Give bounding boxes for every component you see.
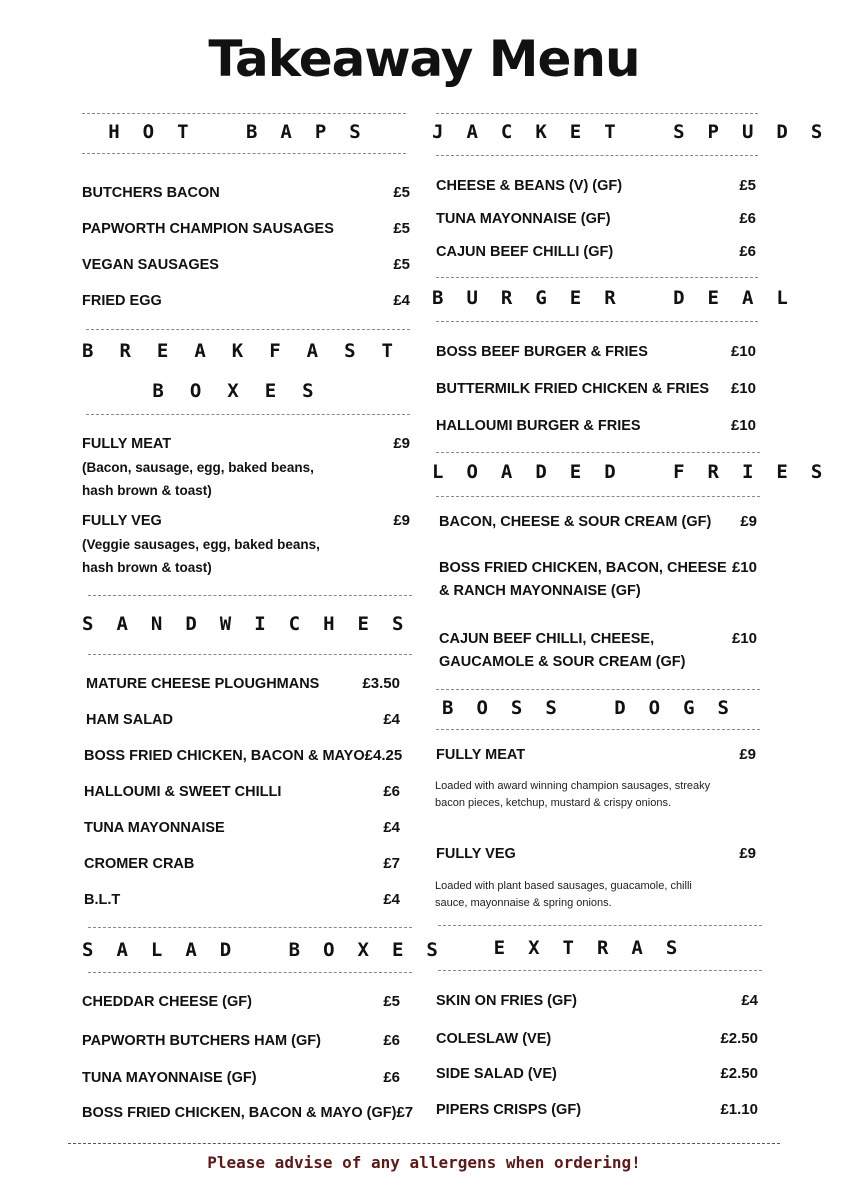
menu-item: FRIED EGG £4 — [82, 292, 410, 309]
section-title-loaded-fries: LOADED FRIES — [432, 461, 846, 483]
menu-item: FULLY MEAT £9 — [82, 435, 410, 452]
menu-item: BOSS FRIED CHICKEN, BACON & MAYO £4.25 — [84, 747, 403, 764]
menu-item: CAJUN BEEF CHILLI, CHEESE, GAUCAMOLE & SOUR CREAM (GF) £10 — [439, 630, 757, 670]
item-description: Loaded with plant based sausages, guacamole, chilli sauce, mayonnaise & spring onions. — [435, 880, 692, 909]
allergen-notice: Please advise of any allergens when ordering! — [207, 1153, 641, 1172]
menu-item: COLESLAW (VE) £2.50 — [436, 1030, 758, 1047]
section-title-jacket-spuds: JACKET SPUDS — [432, 121, 846, 143]
item-description: (Veggie sausages, egg, baked beans, hash brown & toast) — [82, 537, 320, 575]
divider — [82, 153, 406, 154]
footer-divider — [68, 1143, 780, 1144]
menu-item: B.L.T £4 — [84, 891, 400, 908]
item-description: (Bacon, sausage, egg, baked beans, hash brown & toast) — [82, 460, 314, 498]
divider — [436, 729, 760, 730]
section-title-hot-baps: HOT BAPS — [108, 121, 384, 143]
menu-item: HALLOUMI & SWEET CHILLI £6 — [84, 783, 400, 800]
menu-item: TUNA MAYONNAISE (GF) £6 — [82, 1069, 400, 1086]
section-title-boxes: BOXES — [152, 380, 340, 402]
menu-item: TUNA MAYONNAISE £4 — [84, 819, 400, 836]
divider — [436, 689, 760, 690]
divider — [88, 927, 412, 928]
item-description: Loaded with award winning champion sausages, streaky bacon pieces, ketchup, mustard & crispy onions. — [435, 780, 711, 809]
divider — [436, 321, 758, 322]
section-title-burger-deal: BURGER DEAL — [432, 287, 811, 309]
divider — [436, 452, 760, 453]
section-title-boss-dogs: BOSS DOGS — [442, 697, 752, 719]
divider — [88, 595, 412, 596]
menu-item: SIDE SALAD (VE) £2.50 — [436, 1065, 758, 1082]
divider — [438, 970, 762, 971]
menu-item: BOSS BEEF BURGER & FRIES £10 — [436, 343, 756, 360]
section-title-breakfast: BREAKFAST — [82, 340, 419, 362]
menu-item: FULLY VEG £9 — [436, 845, 756, 862]
menu-item: SKIN ON FRIES (GF) £4 — [436, 992, 758, 1009]
menu-item: HAM SALAD £4 — [86, 711, 400, 728]
divider — [436, 277, 758, 278]
divider — [82, 113, 406, 114]
page-title: Takeaway Menu — [208, 30, 640, 88]
divider — [436, 496, 760, 497]
menu-item: VEGAN SAUSAGES £5 — [82, 256, 410, 273]
divider — [86, 329, 410, 330]
menu-item: BACON, CHEESE & SOUR CREAM (GF) £9 — [439, 513, 757, 530]
menu-item: BUTCHERS BACON £5 — [82, 184, 410, 201]
menu-item: BOSS FRIED CHICKEN, BACON & MAYO (GF) £7 — [82, 1104, 414, 1121]
menu-item: CAJUN BEEF CHILLI (GF) £6 — [436, 243, 756, 260]
menu-item: CHEESE & BEANS (V) (GF) £5 — [436, 177, 756, 194]
menu-item: FULLY MEAT £9 — [436, 746, 756, 763]
divider — [88, 654, 412, 655]
divider — [88, 972, 412, 973]
menu-item: TUNA MAYONNAISE (GF) £6 — [436, 210, 756, 227]
menu-item: FULLY VEG £9 — [82, 512, 410, 529]
divider — [438, 925, 762, 926]
divider — [436, 155, 758, 156]
menu-item: MATURE CHEESE PLOUGHMANS £3.50 — [86, 675, 400, 692]
menu-item: PAPWORTH CHAMPION SAUSAGES £5 — [82, 220, 410, 237]
section-title-extras: EXTRAS — [493, 937, 701, 959]
menu-item: HALLOUMI BURGER & FRIES £10 — [436, 417, 756, 434]
section-title-salad-boxes: SALAD BOXES — [82, 939, 461, 961]
section-title-sandwiches: SANDWICHES — [82, 613, 427, 635]
menu-item: BUTTERMILK FRIED CHICKEN & FRIES £10 — [436, 380, 756, 397]
menu-item: PAPWORTH BUTCHERS HAM (GF) £6 — [82, 1032, 400, 1049]
menu-item: CHEDDAR CHEESE (GF) £5 — [82, 993, 400, 1010]
divider — [436, 113, 758, 114]
menu-item: CROMER CRAB £7 — [84, 855, 400, 872]
menu-item: BOSS FRIED CHICKEN, BACON, CHEESE & RANCH MAYONNAISE (GF) £10 — [439, 559, 757, 599]
menu-item: PIPERS CRISPS (GF) £1.10 — [436, 1101, 758, 1118]
divider — [86, 414, 410, 415]
